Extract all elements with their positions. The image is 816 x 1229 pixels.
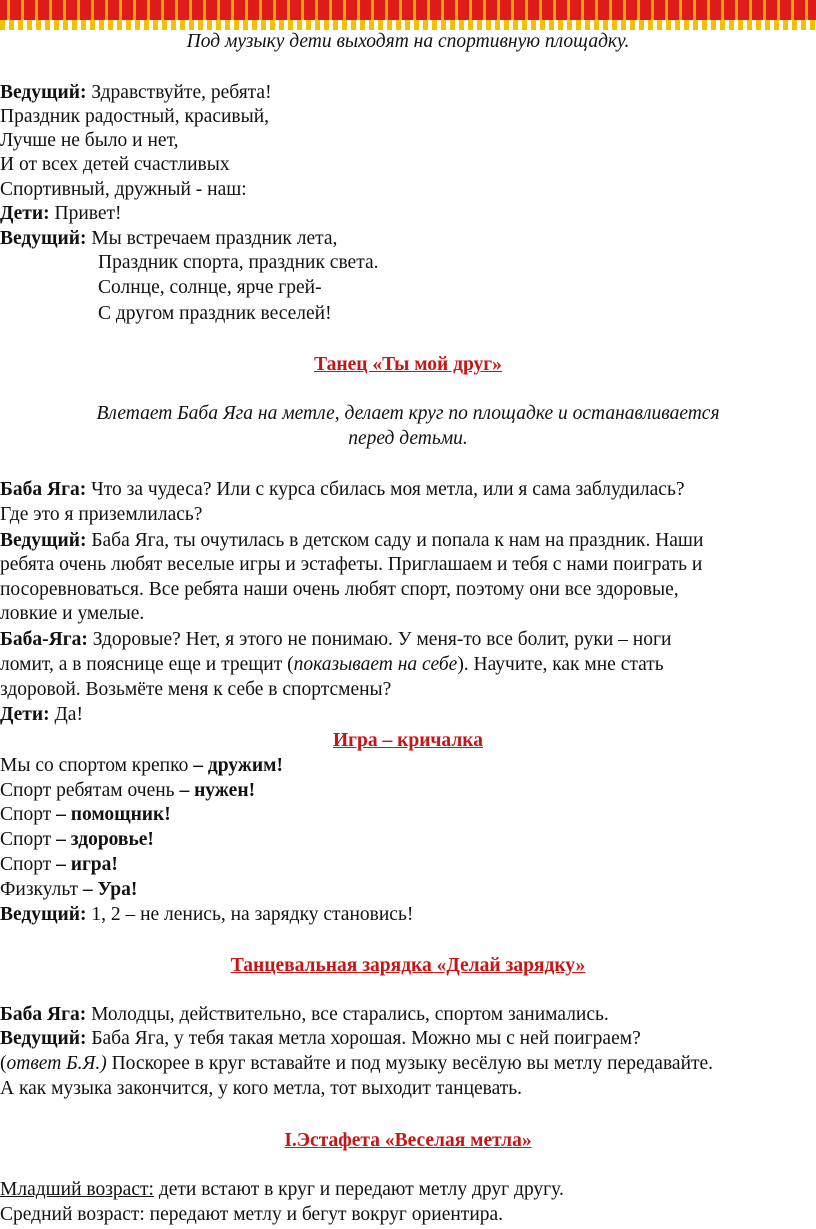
yaga-line-2 [0,628,671,652]
speaker-label: Баба Яга: [0,479,87,500]
speaker-label: Ведущий: [0,1028,87,1049]
speaker-label: Баба Яга: [0,1004,87,1025]
line-text: Баба Яга, у тебя такая метла хорошая. Можно мы с ней поиграем? [86,1028,641,1049]
heading-dance: Танец «Ты мой друг» [314,354,502,375]
yaga-line-1-cont: Где это я приземлилась? [0,504,203,525]
intro-direction: Под музыку дети выходят на спортивную площадку. [186,31,630,52]
chant-lead: Спорт [0,829,52,850]
chant-answer: помощник! [70,804,171,825]
decorative-border [0,0,816,30]
host-line-5 [0,1027,641,1051]
chant-line [0,878,137,902]
verse-line: Праздник спорта, праздник света. [98,252,379,273]
line-text: ломит, а в пояснице еще и трещит ( [0,654,294,675]
heading-relay: I.Эстафета «Веселая метла» [284,1130,532,1151]
host-line-3-cont: посоревноваться. Все ребята наши очень любят спорт, поэтому они все здоровые, [0,579,679,600]
host-line-4 [0,903,413,927]
verse-line: Солнце, солнце, ярче грей- [98,277,322,298]
chant-lead: Спорт [0,854,52,875]
yaga-line-2-cont [0,653,664,677]
chant-line [0,803,171,827]
host-line-1 [0,81,272,105]
line-text: Молодцы, действительно, все старались, спортом занимались. [86,1004,609,1025]
stage-direction: Влетает Баба Яга на метле, делает круг по площадке и останавливается [96,403,720,424]
chant-lead: Физкульт [0,879,79,900]
chant-answer: дружим! [207,755,283,776]
chant-line [0,779,255,803]
chant-dash: – [188,755,208,776]
relay-middle [0,1203,503,1227]
verse-line: С другом праздник веселей! [98,303,332,324]
chant-lead: Спорт ребятам очень [0,780,175,801]
kids-line-1 [0,202,122,226]
answer-remark: ответ Б.Я.) [6,1053,107,1074]
chant-lead: Спорт [0,804,52,825]
line-text: передают метлу и бегут вокруг ориентира. [144,1204,504,1225]
line-text: Здоровые? Нет, я этого не понимаю. У меня-то все болит, руки – ноги [87,629,672,650]
line-text: ( [0,1053,7,1074]
speaker-label: Ведущий: [0,904,87,925]
line-text: 1, 2 – не ленись, на зарядку становись! [86,904,414,925]
line-text: Мы встречаем праздник лета, [86,228,338,249]
answer-line [0,1052,713,1076]
line-text: Да! [49,704,83,725]
speaker-label: Баба-Яга: [0,629,88,650]
chant-answer: Ура! [97,879,138,900]
line-text: Что за чудеса? Или с курса сбилась моя метла, или я сама заблудилась? [86,479,685,500]
speaker-label: Дети: [0,704,50,725]
line-text: Баба Яга, ты очутилась в детском саду и попала к нам на праздник. Наши [86,530,704,551]
chant-answer: здоровье! [70,829,154,850]
chant-answer: нужен! [194,780,256,801]
chant-dash: – [51,854,71,875]
heading-game: Игра – кричалка [333,730,483,751]
yaga-line-1 [0,478,685,502]
chant-dash: – [174,780,195,801]
yaga-line-2-cont: здоровой. Возьмёте меня к себе в спортсмены? [0,679,392,700]
yaga-line-3 [0,1003,609,1027]
chant-dash: – [51,804,71,825]
relay-young [0,1178,564,1202]
kids-line-2 [0,703,83,727]
line-text: дети встают в круг и передают метлу друг другу. [153,1179,564,1200]
stage-remark: показывает на себе [293,654,458,675]
speaker-label: Ведущий: [0,82,87,103]
host-line-3 [0,529,703,553]
age-label: Средний возраст: [0,1204,145,1225]
verse-line: И от всех детей счастливых [0,154,230,175]
chant-answer: игра! [70,854,118,875]
speaker-label: Ведущий: [0,530,87,551]
speaker-label: Дети: [0,203,50,224]
stage-direction: перед детьми. [348,428,468,449]
host-line-3-cont: ребята очень любят веселые игры и эстафеты. Приглашаем и тебя с нами поиграть и [0,554,703,575]
chant-dash: – [78,879,98,900]
age-label: Младший возраст: [0,1179,154,1200]
heading-exercise: Танцевальная зарядка «Делай зарядку» [230,955,586,976]
chant-line [0,754,283,778]
line-text: Привет! [49,203,122,224]
chant-line [0,828,154,852]
host-line-2 [0,227,337,251]
line-text: ). Научите, как мне стать [457,654,664,675]
answer-line-cont: А как музыка закончится, у кого метла, тот выходит танцевать. [0,1078,523,1099]
speaker-label: Ведущий: [0,228,87,249]
verse-line: Праздник радостный, красивый, [0,106,270,127]
chant-dash: – [51,829,71,850]
host-line-3-cont: ловкие и умелые. [0,603,145,624]
verse-line: Лучше не было и нет, [0,130,179,151]
chant-lead: Мы со спортом крепко [0,755,189,776]
chant-line [0,853,118,877]
line-text: Здравствуйте, ребята! [86,82,272,103]
line-text: Поскорее в круг вставайте и под музыку весёлую вы метлу передавайте. [106,1053,714,1074]
verse-line: Спортивный, дружный - наш: [0,179,247,200]
